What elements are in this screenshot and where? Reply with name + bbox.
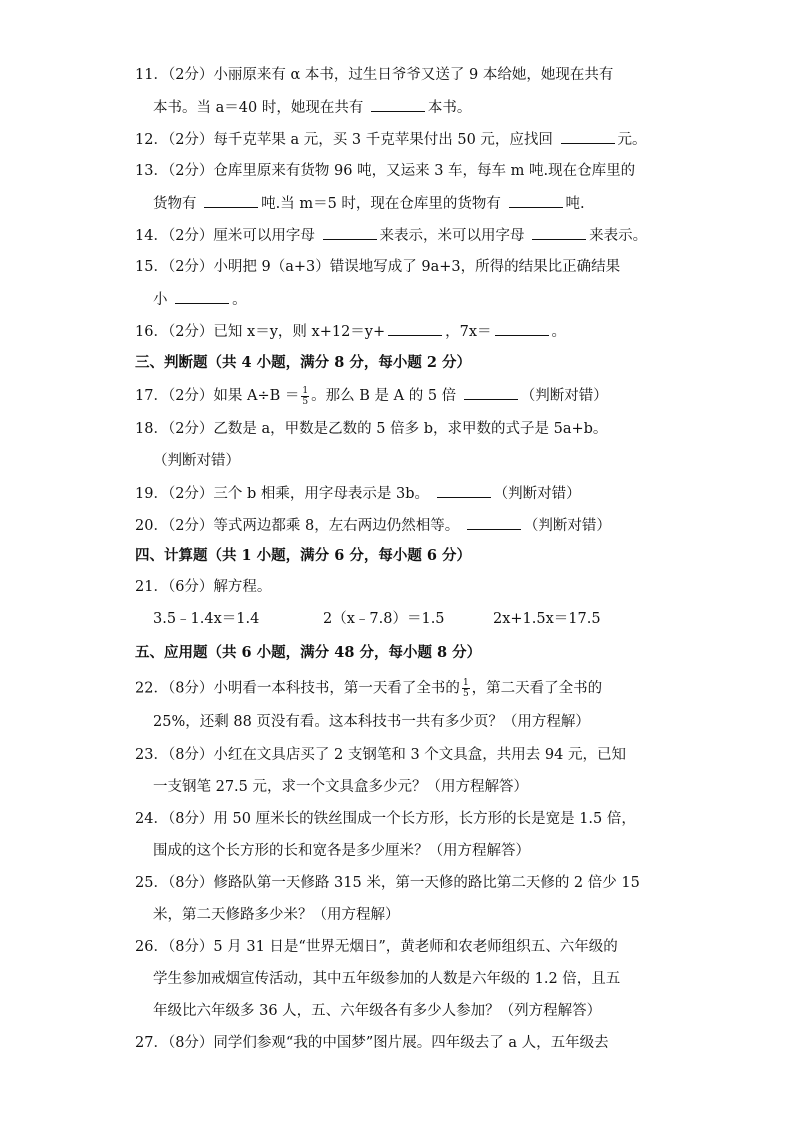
question-23: 23．（8分）小红在文具店买了 2 支钢笔和 3 个文具盒，共用去 94 元，已知 bbox=[135, 747, 626, 763]
question-26: 26．（8分）5 月 31 日是“世界无烟日”，黄老师和农老师组织五、六年级的 bbox=[135, 939, 618, 955]
question-27: 27．（8分）同学们参观“我的中国梦”图片展。四年级去了 a 人，五年级去 bbox=[135, 1035, 609, 1051]
answer-blank[interactable] bbox=[467, 515, 521, 530]
question-16: 16．（2分）已知 x＝y，则 x+12＝y+ ，7x＝ 。 bbox=[135, 321, 566, 342]
question-24: 24．（8分）用 50 厘米长的铁丝围成一个长方形，长方形的长是宽是 1.5 倍， bbox=[135, 811, 636, 827]
question-13: 13．（2分）仓库里原来有货物 96 吨，又运来 3 车，每车 m 吨.现在仓库里的 bbox=[135, 163, 636, 179]
question-24-cont: 围成的这个长方形的长和宽各是多少厘米？（用方程解答） bbox=[153, 843, 530, 859]
question-17: 17．（2分）如果 A÷B ＝ $\frac{1}{5}$ 。那么 B 是 A 的 5 倍 （判断对错） bbox=[135, 385, 608, 407]
question-19: 19．（2分）三个 b 相乘，用字母表示是 3b。 （判断对错） bbox=[135, 483, 581, 504]
answer-blank[interactable] bbox=[509, 193, 563, 208]
question-23-cont: 一支钢笔 27.5 元，求一个文具盒多少元？（用方程解答） bbox=[153, 779, 529, 795]
answer-blank[interactable] bbox=[371, 97, 425, 112]
equation-3: 2x+1.5x＝17.5 bbox=[493, 611, 601, 627]
question-20: 20．（2分）等式两边都乘 8，左右两边仍然相等。 （判断对错） bbox=[135, 515, 611, 536]
question-15: 15．（2分）小明把 9（a+3）错误地写成了 9a+3，所得的结果比正确结果 bbox=[135, 259, 621, 275]
answer-blank[interactable] bbox=[204, 193, 258, 208]
question-25-cont: 米，第二天修路多少米？（用方程解） bbox=[153, 907, 400, 923]
answer-blank[interactable] bbox=[437, 483, 491, 498]
question-26-cont-2: 年级比六年级多 36 人，五、六年级各有多少人参加？（列方程解答） bbox=[153, 1003, 602, 1019]
question-18-cont: （判断对错） bbox=[153, 453, 240, 469]
question-15-cont: 小 。 bbox=[153, 289, 247, 310]
question-18: 18．（2分）乙数是 a，甲数是乙数的 5 倍多 b，求甲数的式子是 5a+b。 bbox=[135, 421, 608, 437]
question-14: 14．（2分）厘米可以用字母 来表示，米可以用字母 来表示。 bbox=[135, 225, 647, 246]
answer-blank[interactable] bbox=[388, 321, 442, 336]
answer-blank[interactable] bbox=[495, 321, 549, 336]
question-25: 25．（8分）修路队第一天修路 315 米，第一天修的路比第二天修的 2 倍少 15 bbox=[135, 875, 640, 891]
answer-blank[interactable] bbox=[323, 225, 377, 240]
answer-blank[interactable] bbox=[532, 225, 586, 240]
equation-2: 2（x﹣7.8）＝1.5 bbox=[323, 611, 445, 627]
answer-blank[interactable] bbox=[561, 129, 615, 144]
question-11-cont: 本书。当 a＝40 时，她现在共有 本书。 bbox=[153, 97, 471, 118]
fraction: $\frac{1}{5}$ bbox=[302, 385, 309, 407]
section-heading-judgement: 三、判断题（共 4 小题，满分 8 分，每小题 2 分） bbox=[135, 354, 472, 371]
answer-blank[interactable] bbox=[175, 289, 229, 304]
question-26-cont-1: 学生参加戒烟宣传活动，其中五年级参加的人数是六年级的 1.2 倍，且五 bbox=[153, 971, 621, 987]
question-12: 12．（2分）每千克苹果 a 元，买 3 千克苹果付出 50 元，应找回 元。 bbox=[135, 129, 647, 150]
question-22: 22．（8分）小明看一本科技书，第一天看了全书的 $\frac{1}{5}$ ，第二天看了全书的 bbox=[135, 678, 603, 699]
fraction: $\frac{1}{5}$ bbox=[462, 678, 469, 699]
question-21: 21．（6分）解方程。 bbox=[135, 579, 272, 595]
equation-1: 3.5﹣1.4x＝1.4 bbox=[153, 611, 260, 627]
section-heading-application: 五、应用题（共 6 小题，满分 48 分，每小题 8 分） bbox=[135, 644, 482, 661]
question-22-cont: 25%，还剩 88 页没有看。这本科技书一共有多少页？（用方程解） bbox=[153, 714, 590, 730]
question-13-cont: 货物有 吨.当 m＝5 时，现在仓库里的货物有 吨. bbox=[153, 193, 585, 214]
section-heading-calculation: 四、计算题（共 1 小题，满分 6 分，每小题 6 分） bbox=[135, 547, 472, 564]
answer-blank[interactable] bbox=[464, 385, 518, 400]
question-11: 11．（2分）小丽原来有 α 本书，过生日爷爷又送了 9 本给她，她现在共有 bbox=[135, 67, 614, 83]
